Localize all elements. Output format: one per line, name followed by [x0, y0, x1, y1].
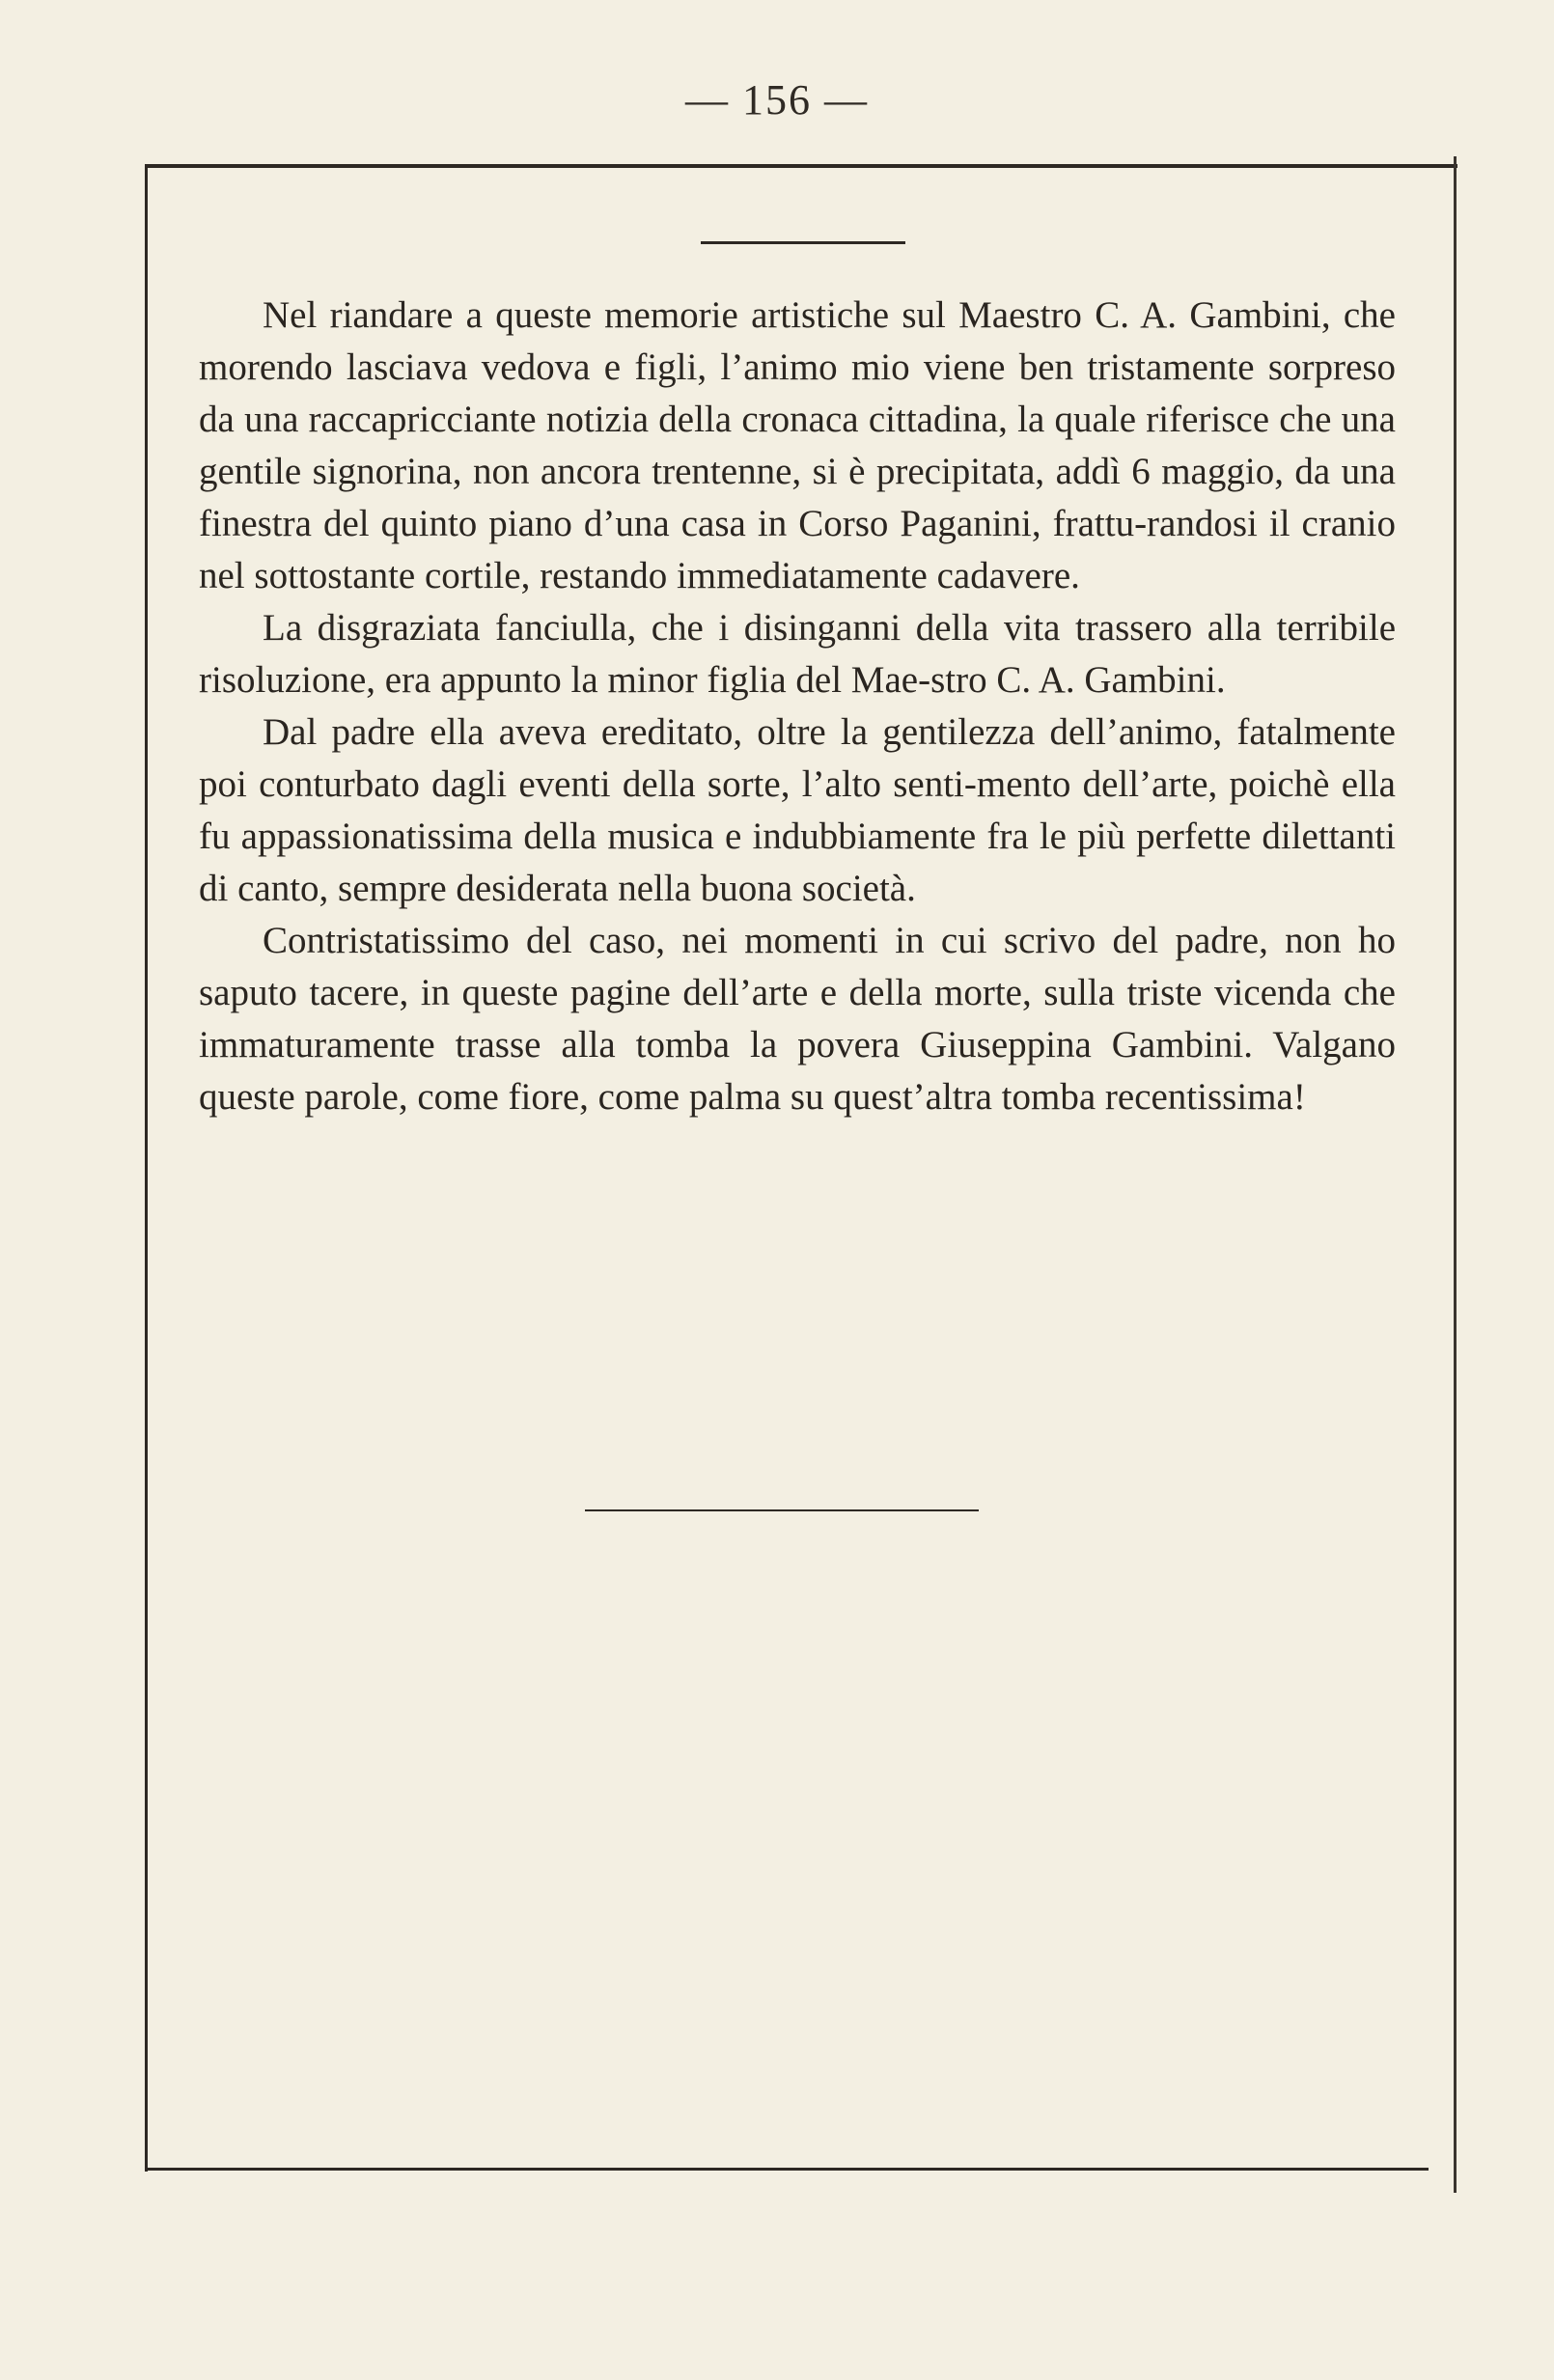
paragraph-1: Nel riandare a queste memorie artistiche sul Maestro C. A. Gambini, che morendo lasciava vedova e figli, l’animo mio viene ben tristamente sorpreso da una raccapricciante notizia della cronaca cittadina, la quale riferisce che una gentile signorina, non ancora trentenne, si è precipitata, addì 6 maggio, da una finestra del quinto piano d’una casa in Corso Paganini, frattu-randosi il cranio nel sottostante cortile, restando immediatamente cadavere.: [199, 294, 1396, 596]
frame-left-border: [145, 164, 148, 2172]
paragraph-3: Dal padre ella aveva ereditato, oltre la gentilezza dell’animo, fatalmente poi conturbato dagli eventi della sorte, l’alto senti-mento dell’arte, poichè ella fu appassionatissima della musica e indubbiamente fra le più perfette dilettanti di canto, sempre desiderata nella buona società.: [199, 711, 1396, 909]
top-separator-rule: [701, 241, 905, 244]
frame-right-border: [1454, 156, 1457, 2193]
paragraph-2: La disgraziata fanciulla, che i disinganni della vita trassero alla terribile risoluzione, era appunto la minor figlia del Mae-stro C. A. Gambini.: [199, 607, 1396, 701]
frame-bottom-border: [145, 2168, 1429, 2171]
body-text: [199, 290, 1396, 1123]
frame-top-border: [145, 164, 1457, 168]
page-number: — 156 —: [685, 76, 869, 124]
bottom-separator-rule: [585, 1509, 979, 1511]
paragraph-4: Contristatissimo del caso, nei momenti in cui scrivo del padre, non ho saputo tacere, in queste pagine dell’arte e della morte, sulla triste vicenda che immaturamente trasse alla tomba la povera Giuseppina Gambini. Valgano queste parole, come fiore, come palma su quest’altra tomba recentissima!: [199, 920, 1396, 1118]
